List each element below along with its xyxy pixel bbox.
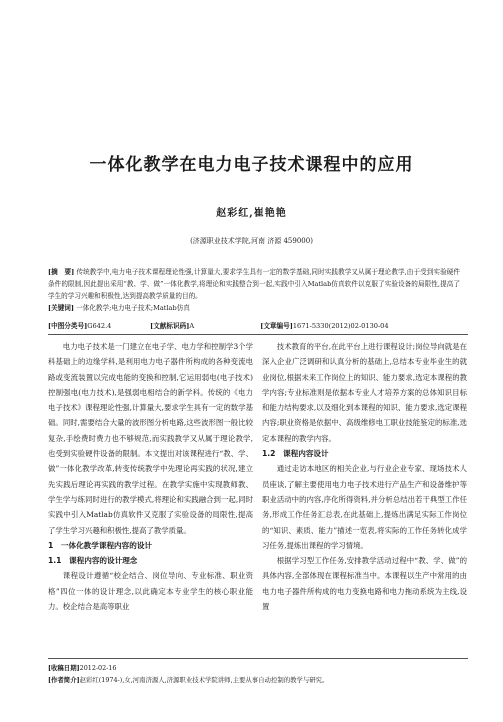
article-number-value: 1671-5330(2012)02-0130-04 [292,322,389,330]
author-bio [48,675,468,686]
section-heading-1-1: 1.1 课程内容的设计理念 [48,556,138,566]
clc-value: G642.4 [87,322,112,330]
keywords-label: [关键词] [48,304,75,312]
design-concept-paragraph: 课程设计遵循“校企结合、岗位导向、专业标准、职业资格”四位一体的设计理念,以此确定本专业学生的核心职业能力。校企结合是高等职业 [48,571,253,612]
continuation-paragraph: 技术教育的平台,在此平台上进行课程设计;岗位导向就是在深入企业广泛调研和认真分析的基础上,总结本专业毕业生的就业岗位,根据未来工作岗位上的知识、能力要求,选定本课程的教学内容;专业标准则是依据本专业人才培养方案的总体知识目标和能力结构要求,以及细化到本课程的知识、能力要求,选定课程内容;职业资格是依据中、高级维修电工职业技能鉴定的标准,选定本课程的教学内容。 [262,342,467,443]
keywords-text: 一体化教学;电力电子技术;Matlab仿真 [76,304,190,312]
content-design-paragraph: 通过走访本地区的相关企业,与行业企业专家、现场技术人员座谈,了解主要使用电力电子技术进行产品生产和设备维护等职业活动中的内容,序化所得资料,并分析总结出若干典型工作任务,形成工作任务汇总表,在此基础上,提炼出满足实际工作岗位的“知识、素质、能力”描述一览表,将实际的工作任务转化成学习任务,提炼出课程的学习情境。 [262,464,467,550]
intro-paragraph: 电力电子技术是一门建立在电子学、电力学和控制学3个学科基础上的边缘学科,是利用电力电子器件所构成的各种变流电路或变流装置以完成电能的变换和控制,它运用弱电(电子技术)控制强电(电力技术),是强弱电相结合的新学科。传统的《电力电子技术》课程理论性强,计算量大,要求学生具有一定的数学基础。同时,需要结合大量的波形图分析电路,这些波形图一般比较复杂,手绘费时费力也不够规范,而实践教学又从属于理论教学,也受到实验硬件设备的限制。本文提出对该课程进行“教、学、做”一体化教学改革,转变传统教学中先理论再实践的状况,建立先实践后理论再实践的教学过程。在教学实施中实现教师教、学生学与练同时进行的教学模式,将理论和实践融合到一起,同时实践中引入Matlab仿真软件又克服了实验设备的局限性,提高了学生学习兴趣和积极性,提高了教学质量。 [48,342,253,535]
footnote-divider [48,658,468,659]
clc-label: [中图分类号] [48,322,88,330]
received-label: [收稿日期] [48,664,80,672]
author-bio-text: 赵彩红(1974-),女,河南济源人,济源职业技术学院讲师,主要从事自动控制的教学与研究。 [79,676,329,684]
doc-code-field [150,320,258,332]
doc-code-label: [文献标识码] [150,322,190,330]
article-authors: 赵彩红,崔艳艳 [216,208,287,219]
header-divider [48,334,468,335]
body-column-right [262,339,467,614]
author-bio-label: [作者简介] [48,676,80,684]
doc-code-value: A [189,322,195,330]
article-number-field [260,320,388,332]
article-number-label: [文章编号] [260,322,293,330]
section-heading-1-2: 1.2 课程内容设计 [262,449,329,459]
article-title: 一体化教学在电力电子技术课程中的应用 [89,155,414,175]
received-date [48,663,468,674]
classification-row [48,320,468,332]
task-paragraph: 根据学习型工作任务,安排教学活动过程中“教、学、做”的具体内容,全部体现在课程标准当中。本课程以生产中常用的由电力电子器件所构成的电力变换电路和电力拖动系统为主线,设置 [262,556,467,612]
section-heading-1: 1 一体化教学课程内容的设计 [48,540,153,550]
author-affiliation: (济源职业技术学院,河南 济源 459000) [190,237,313,245]
abstract-label: [摘 要] [48,268,75,276]
abstract-text: 传统教学中,电力电子技术课程理论性强,计算量大,要求学生具有一定的数学基础,同时实践教学又从属于理论教学,由于受到实验硬件条件的限制,因此提出采用“教、学、做”一体化教学,将理论和实践整合到一起,实践中引入Matlab仿真软件以克服了实验设备的局限性,提高了学生的学习兴趣和积极性,达到提高教学质量的目的。 [48,268,460,300]
received-value: 2012-02-16 [79,664,117,672]
body-column-left [48,339,253,614]
clc-field [48,320,148,332]
abstract [48,266,460,314]
